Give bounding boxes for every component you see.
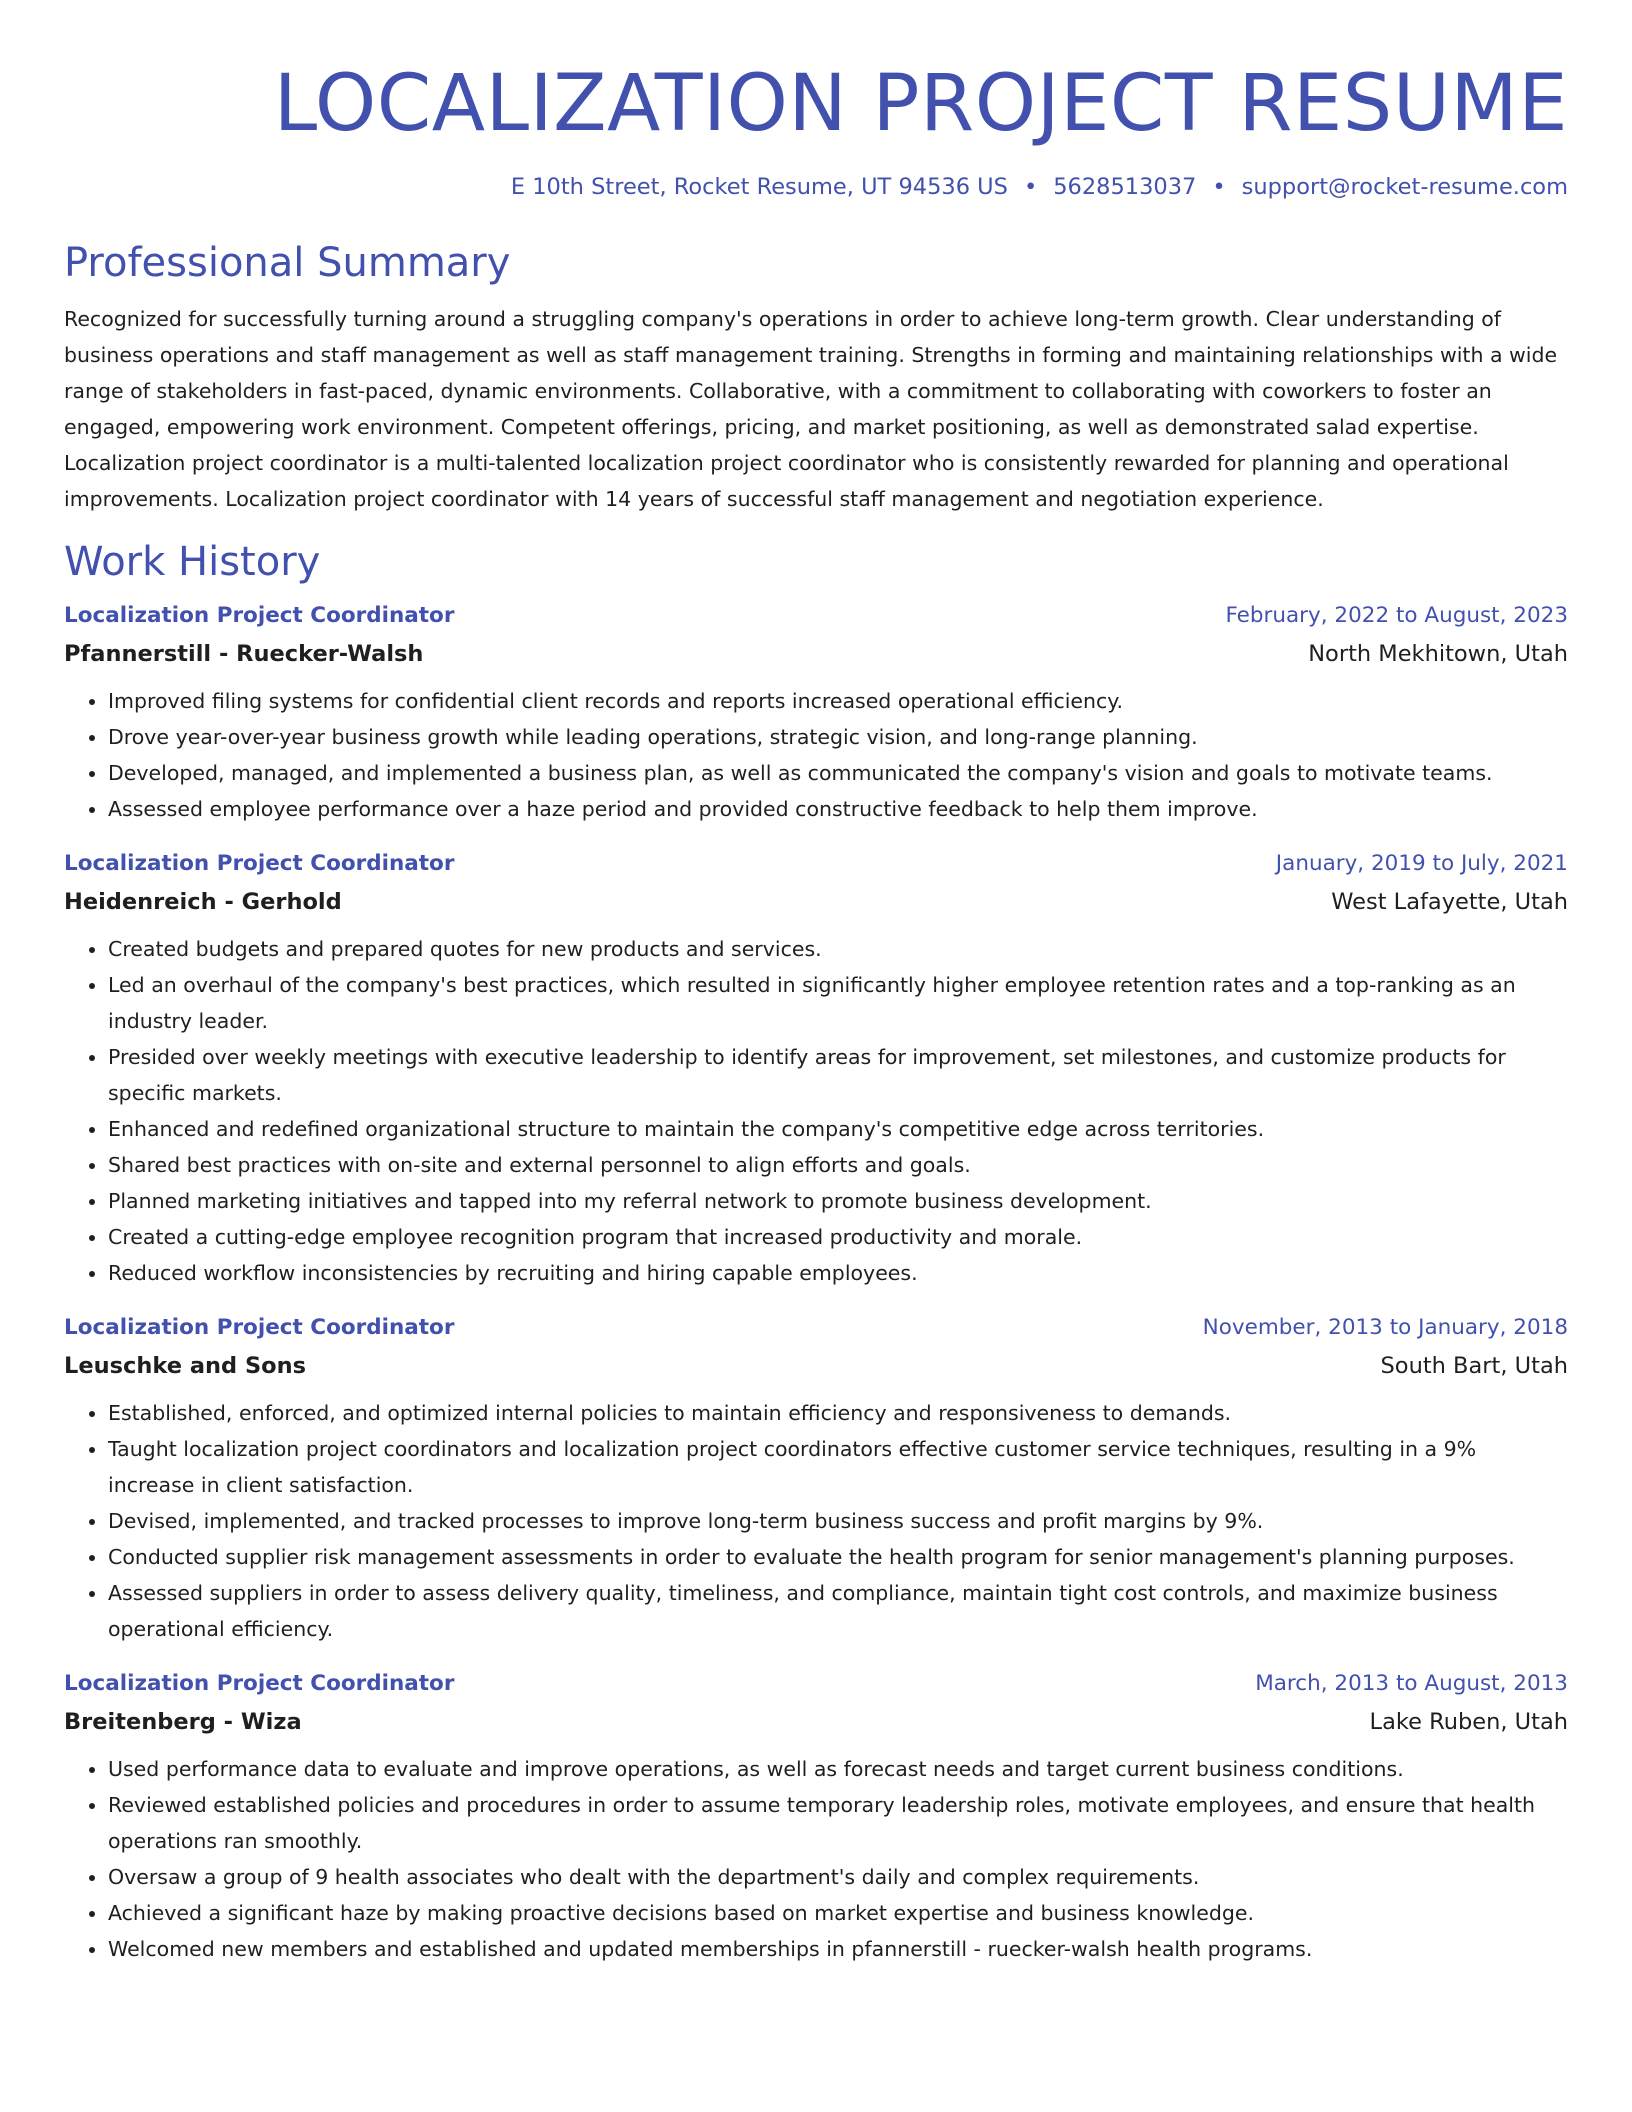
job-entry [64,601,1568,827]
job-bullet: • Enhanced and redefined organizational structure to maintain the company's competitive edge across territories. [108,1111,1568,1147]
summary-text: Recognized for successfully turning around a struggling company's operations in order to achieve long-term growth. Clear understanding of business operations and staff management as well as staff management training. Strengths in forming and maintaining relationships with a wide range of stakeholders in fast-paced, dynamic environments. Collaborative, with a commitment to collaborating with coworkers to foster an engaged, empowering work environment. Competent offerings, pricing, and market positioning, as well as demonstrated salad expertise. Localization project coordinator is a multi-talented localization project coordinator who is consistently rewarded for planning and operational improvements. Localization project coordinator with 14 years of successful staff management and negotiation experience. [64,307,1558,511]
job-bullet: • Oversaw a group of 9 health associates who dealt with the department's daily and complex requirements. [108,1859,1568,1895]
contact-separator: • [1023,174,1038,200]
job-dates: February, 2022 to August, 2023 [1225,603,1568,628]
job-location: West Lafayette, Utah [1331,889,1568,915]
job-bullet: • Created a cutting-edge employee recognition program that increased productivity and morale. [108,1219,1568,1255]
job-location: North Mekhitown, Utah [1308,641,1568,667]
job-company: Leuschke and Sons [64,1353,307,1379]
contact-separator: • [1212,174,1226,200]
job-bullet: • Taught localization project coordinators and localization project coordinators effective customer service techniques, resulting in a 9% increase in client satisfaction. [108,1431,1568,1503]
job-bullet: • Reduced workflow inconsistencies by recruiting and hiring capable employees. [108,1255,1568,1291]
job-bullet: • Developed, managed, and implemented a business plan, as well as communicated the company's vision and goals to motivate teams. [108,755,1568,791]
job-bullet: • Assessed suppliers in order to assess delivery quality, timeliness, and compliance, maintain tight cost controls, and maximize business operational efficiency. [108,1575,1568,1647]
work-history-list [64,601,1568,1967]
job-entry [64,1313,1568,1647]
job-dates: March, 2013 to August, 2013 [1255,1671,1568,1696]
job-bullet: • Welcomed new members and established and updated memberships in pfannerstill - ruecker-walsh health programs. [108,1931,1568,1967]
job-bullet: • Improved filing systems for confidential client records and reports increased operational efficiency. [108,683,1568,719]
job-bullet: • Presided over weekly meetings with executive leadership to identify areas for improvement, set milestones, and customize products for specific markets. [108,1039,1568,1111]
job-bullet: • Achieved a significant haze by making proactive decisions based on market expertise and business knowledge. [108,1895,1568,1931]
job-company: Heidenreich - Gerhold [64,889,342,915]
work-history-heading: Work History [64,539,321,585]
job-bullet: • Created budgets and prepared quotes for new products and services. [108,931,1568,967]
job-bullet: • Devised, implemented, and tracked processes to improve long-term business success and profit margins by 9%. [108,1503,1568,1539]
job-bullet: • Planned marketing initiatives and tapped into my referral network to promote business development. [108,1183,1568,1219]
contact-line [64,172,1568,202]
job-title: Localization Project Coordinator [64,1671,455,1696]
job-title: Localization Project Coordinator [64,851,455,876]
job-bullets [64,931,1568,1291]
summary-heading: Professional Summary [64,240,511,286]
job-company: Pfannerstill - Ruecker-Walsh [64,641,424,667]
contact-email: support@rocket-resume.com [1241,174,1568,200]
job-dates: January, 2019 to July, 2021 [1275,851,1568,876]
job-bullets [64,683,1568,827]
resume-header [64,0,1568,202]
job-title: Localization Project Coordinator [64,603,455,628]
job-bullet: • Assessed employee performance over a haze period and provided constructive feedback to help them improve. [108,791,1568,827]
contact-phone: 5628513037 [1053,174,1197,200]
job-bullets [64,1751,1568,1967]
job-location: South Bart, Utah [1380,1353,1568,1379]
job-bullet: • Drove year-over-year business growth while leading operations, strategic vision, and long-range planning. [108,719,1568,755]
job-bullet: • Used performance data to evaluate and improve operations, as well as forecast needs and target current business conditions. [108,1751,1568,1787]
job-entry [64,849,1568,1291]
job-bullet: • Reviewed established policies and procedures in order to assume temporary leadership roles, motivate employees, and ensure that health operations ran smoothly. [108,1787,1568,1859]
job-bullet: • Led an overhaul of the company's best practices, which resulted in significantly higher employee retention rates and a top-ranking as an industry leader. [108,967,1568,1039]
job-bullet: • Conducted supplier risk management assessments in order to evaluate the health program for senior management's planning purposes. [108,1539,1568,1575]
resume-page [64,0,1568,1967]
job-bullets [64,1395,1568,1647]
contact-address: E 10th Street, Rocket Resume, UT 94536 US [510,174,1008,200]
job-location: Lake Ruben, Utah [1369,1709,1568,1735]
job-title: Localization Project Coordinator [64,1315,455,1340]
job-entry [64,1669,1568,1967]
resume-title: LOCALIZATION PROJECT RESUME [273,59,1568,149]
job-bullet: • Established, enforced, and optimized internal policies to maintain efficiency and responsiveness to demands. [108,1395,1568,1431]
job-company: Breitenberg - Wiza [64,1709,302,1735]
job-dates: November, 2013 to January, 2018 [1202,1315,1568,1340]
job-bullet: • Shared best practices with on-site and external personnel to align efforts and goals. [108,1147,1568,1183]
